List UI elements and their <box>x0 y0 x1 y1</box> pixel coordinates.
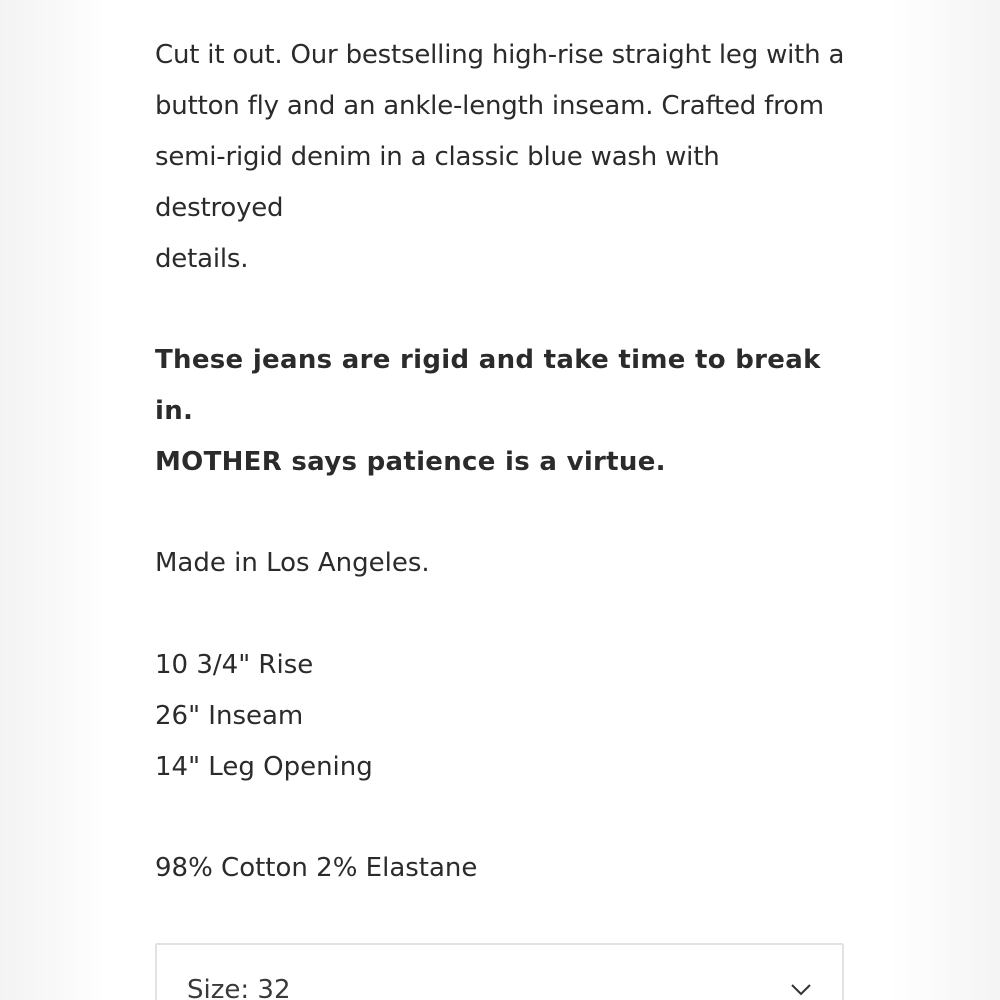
measurement-rise: 10 3/4" Rise <box>155 650 314 680</box>
fabric-composition: 98% Cotton 2% Elastane <box>155 853 478 883</box>
description-line: Cut it out. Our bestselling high-rise straight leg with a <box>155 40 845 70</box>
care-note <box>155 335 855 488</box>
care-note-line: These jeans are rigid and take time to break in. <box>155 345 821 426</box>
description-line: details. <box>155 244 249 274</box>
description-line: semi-rigid denim in a classic blue wash with destroyed <box>155 142 720 223</box>
measurements-list <box>155 640 373 793</box>
product-description <box>155 30 855 285</box>
product-details <box>155 30 855 883</box>
measurement-inseam: 26" Inseam <box>155 701 304 731</box>
chevron-down-icon <box>790 983 812 997</box>
size-select-value: Size: 32 <box>187 975 291 1000</box>
measurement-leg-opening: 14" Leg Opening <box>155 752 373 782</box>
origin-text: Made in Los Angeles. <box>155 548 430 578</box>
care-note-line: MOTHER says patience is a virtue. <box>155 447 666 477</box>
description-line: button fly and an ankle-length inseam. Crafted from <box>155 91 824 121</box>
size-select[interactable] <box>155 943 844 1000</box>
